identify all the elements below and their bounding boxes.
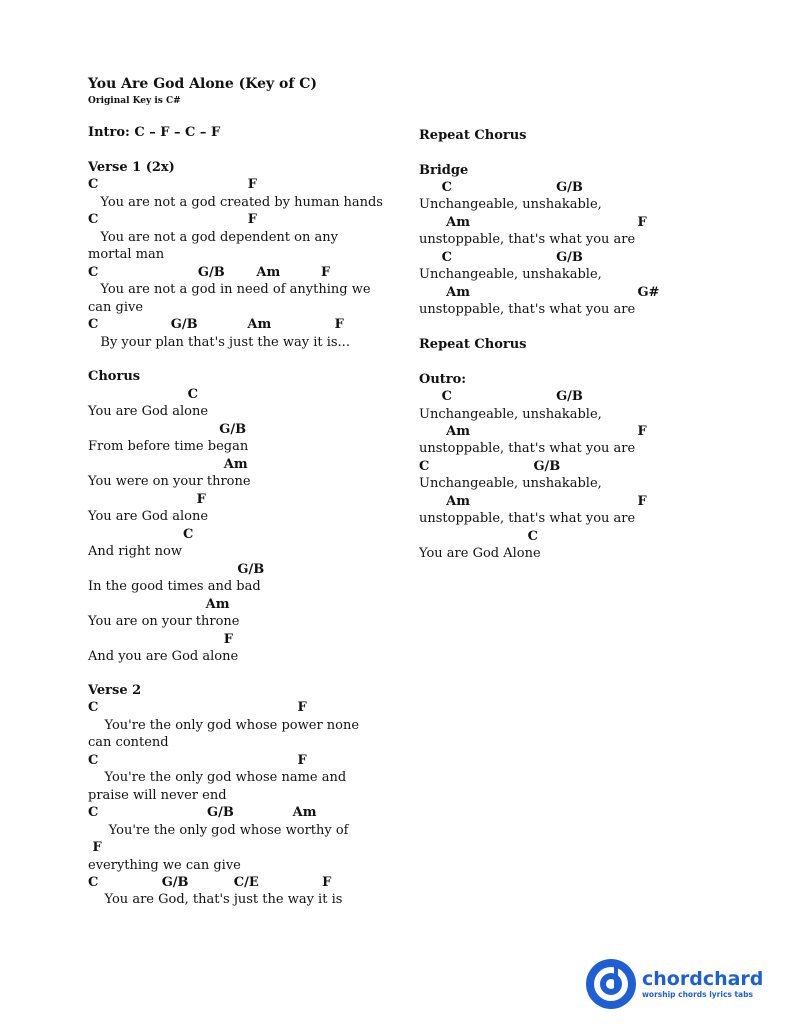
left-lyric-line: everything we can give	[88, 858, 241, 873]
right-lyric-line: You are God Alone	[419, 546, 541, 561]
left-lyric-line: You're the only god whose power none	[88, 718, 360, 733]
left-chord-or-heading-line: F	[88, 492, 206, 507]
left-chord-or-heading-line: Verse 2	[88, 683, 142, 698]
left-chord-or-heading-line: Chorus	[88, 369, 141, 384]
left-chord-or-heading-line: F	[88, 840, 102, 855]
right-lyric-line: unstoppable, that's what you are	[419, 441, 636, 456]
chordchard-logo	[584, 956, 774, 1012]
left-lyric-line: can contend	[88, 735, 169, 750]
left-chord-or-heading-line: G/B	[88, 562, 265, 577]
right-lyric-line: unstoppable, that's what you are	[419, 302, 636, 317]
left-lyric-line: You are God, that's just the way it is	[88, 892, 343, 907]
left-lyric-line: You were on your throne	[88, 474, 251, 489]
left-lyric-line: And right now	[88, 544, 182, 559]
chordchard-logo-icon	[584, 956, 640, 1012]
right-chord-or-heading-line: Am F	[419, 424, 647, 439]
left-chord-or-heading-line: C	[88, 387, 198, 402]
page-title: You Are God Alone (Key of C)	[88, 76, 318, 92]
right-chord-or-heading-line: C G/B	[419, 250, 583, 265]
right-chord-or-heading-line: C G/B	[419, 180, 583, 195]
left-lyric-line: can give	[88, 300, 144, 315]
left-chord-or-heading-line: C G/B C/E F	[88, 875, 332, 890]
right-lyric-line: unstoppable, that's what you are	[419, 511, 636, 526]
logo-name: chordchard	[642, 968, 764, 990]
right-chord-or-heading-line: Repeat Chorus	[419, 128, 527, 143]
right-lyric-line: Unchangeable, unshakable,	[419, 476, 602, 491]
left-chord-or-heading-line: C	[88, 527, 194, 542]
left-lyric-line: You're the only god whose worthy of	[88, 823, 349, 838]
right-chord-or-heading-line: C	[419, 529, 538, 544]
right-lyric-line: Unchangeable, unshakable,	[419, 197, 602, 212]
left-chord-or-heading-line: C F	[88, 700, 307, 715]
left-chord-or-heading-line: F	[88, 632, 234, 647]
left-chord-or-heading-line: Am	[88, 597, 230, 612]
right-chord-or-heading-line: C G/B	[419, 459, 561, 474]
right-chord-or-heading-line: Am F	[419, 215, 647, 230]
left-chord-or-heading-line: C F	[88, 177, 257, 192]
right-chord-or-heading-line: Bridge	[419, 163, 469, 178]
left-chord-or-heading-line: C F	[88, 753, 307, 768]
left-chord-or-heading-line: C F	[88, 212, 257, 227]
right-chord-or-heading-line: Repeat Chorus	[419, 337, 527, 352]
right-lyric-line: Unchangeable, unshakable,	[419, 267, 602, 282]
left-chord-or-heading-line: C G/B Am F	[88, 317, 344, 332]
right-chord-or-heading-line: Am G#	[419, 285, 660, 300]
right-lyric-line: unstoppable, that's what you are	[419, 232, 636, 247]
right-chord-or-heading-line: C G/B	[419, 389, 583, 404]
left-chord-or-heading-line: C G/B Am F	[88, 265, 331, 280]
right-lyric-line: Unchangeable, unshakable,	[419, 407, 602, 422]
left-lyric-line: In the good times and bad	[88, 579, 261, 594]
left-chord-or-heading-line: C G/B Am	[88, 805, 317, 820]
original-key-note: Original Key is C#	[88, 96, 181, 106]
left-lyric-line: By your plan that's just the way it is...	[88, 335, 350, 350]
left-lyric-line: You are not a god in need of anything we	[88, 282, 371, 297]
left-lyric-line: You're the only god whose name and	[88, 770, 347, 785]
left-lyric-line: You are on your throne	[88, 614, 240, 629]
left-lyric-line: From before time began	[88, 439, 249, 454]
left-lyric-line: You are God alone	[88, 509, 209, 524]
left-lyric-line: You are not a god dependent on any	[88, 230, 338, 245]
left-lyric-line: mortal man	[88, 247, 165, 262]
left-chord-or-heading-line: G/B	[88, 422, 247, 437]
logo-tagline: worship chords lyrics tabs	[642, 990, 753, 999]
left-chord-or-heading-line: Verse 1 (2x)	[88, 160, 175, 175]
left-lyric-line: praise will never end	[88, 788, 227, 803]
right-chord-or-heading-line: Outro:	[419, 372, 467, 387]
left-lyric-line: You are not a god created by human hands	[88, 195, 383, 210]
left-chord-or-heading-line: Intro: C – F – C – F	[88, 125, 221, 140]
right-chord-or-heading-line: Am F	[419, 494, 647, 509]
left-chord-or-heading-line: Am	[88, 457, 248, 472]
left-lyric-line: You are God alone	[88, 404, 209, 419]
left-lyric-line: And you are God alone	[88, 649, 239, 664]
